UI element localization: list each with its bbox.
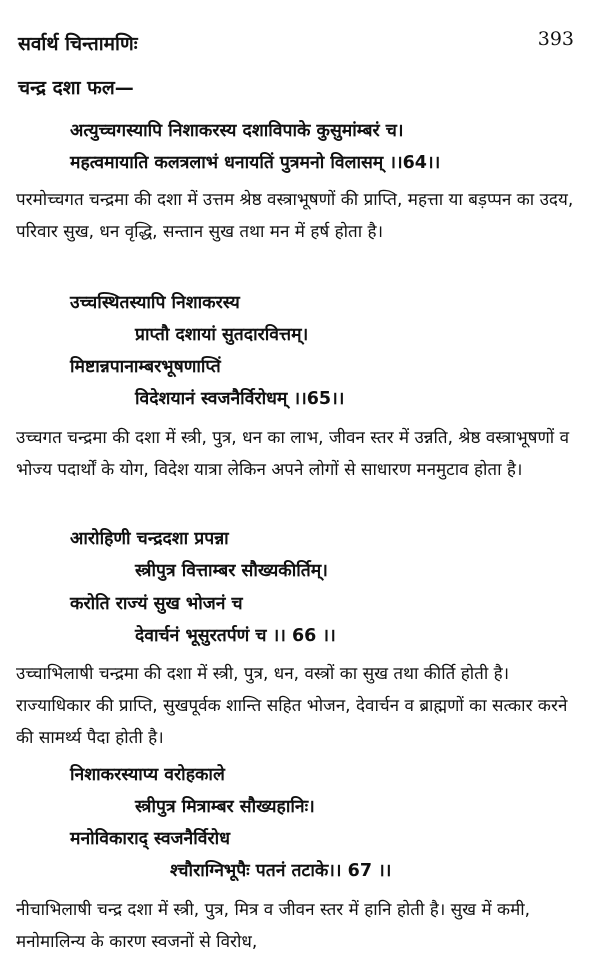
section-heading: चन्द्र दशा फल— (18, 77, 134, 99)
verse-66-line-1: आरोहिणी चन्द्रदशा प्रपन्ना (70, 529, 229, 549)
book-title: सर्वार्थ चिन्तामणिः (18, 33, 138, 55)
verse-66-line-2: स्त्रीपुत्र वित्ताम्बर सौख्यकीर्तिम्। (135, 561, 328, 581)
verse-65-line-4: विदेशयानं स्वजनैर्विरोधम् ।।65।। (135, 389, 345, 409)
page-number: 393 (537, 28, 574, 50)
verse-67-line-4: श्चौराग्निभूपैः पतनं तटाके।। 67 ।। (170, 861, 392, 881)
verse-67-line-1: निशाकरस्याप्य वरोहकाले (70, 765, 225, 785)
verse-66-line-3: करोति राज्यं सुख भोजनं च (70, 594, 243, 614)
verse-65-line-3: मिष्टान्नपानाम्बरभूषणाप्तिं (70, 357, 221, 377)
verse-65-line-1: उच्चस्थितस्यापि निशाकरस्य (70, 293, 240, 313)
verse-65-line-2: प्राप्तौ दशायां सुतदारवित्तम्। (135, 325, 309, 345)
verse-67-line-2: स्त्रीपुत्र मित्राम्बर सौख्यहानिः। (135, 797, 315, 817)
meaning-66: उच्चाभिलाषी चन्द्रमा की दशा में स्त्री, पुत्र, धन, वस्त्रों का सुख तथा कीर्ति होती है। राज्याधिकार की प्राप्ति, सुखपूर्वक शान्ति सहित भोजन, देवार्चन व ब्राह्मणों का सत्कार करने की सामर्थ्य पैदा होती है। (16, 664, 568, 748)
meaning-65: उच्चगत चन्द्रमा की दशा में स्त्री, पुत्र, धन का लाभ, जीवन स्तर में उन्नति, श्रेष्ठ वस्त्राभूषणों व भोज्य पदार्थों के योग, विदेश यात्रा लेकिन अपने लोगों से साधारण मनमुटाव होता है। (16, 428, 570, 480)
meaning-67: नीचाभिलाषी चन्द्र दशा में स्त्री, पुत्र, मित्र व जीवन स्तर में हानि होती है। सुख में कमी, मनोमालिन्य के कारण स्वजनों से विरोध, (16, 900, 531, 952)
verse-66-line-4: देवार्चनं भूसुरतर्पणं च ।। 66 ।। (135, 626, 336, 646)
verse-64-line-1: अत्युच्चगस्यापि निशाकरस्य दशाविपाके कुसुमांम्बरं च। (70, 121, 404, 141)
verse-64-line-2: महत्वमायाति कलत्रलाभं धनायतिं पुत्रमनो विलासम् ।।64।। (70, 153, 441, 173)
verse-67-line-3: मनोविकाराद् स्वजनैर्विरोध (70, 829, 230, 849)
meaning-64: परमोच्चगत चन्द्रमा की दशा में उत्तम श्रेष्ठ वस्त्राभूषणों की प्राप्ति, महत्ता या बड़प्पन का उदय, परिवार सुख, धन वृद्धि, सन्तान सुख तथा मन में हर्ष होता है। (16, 190, 574, 242)
